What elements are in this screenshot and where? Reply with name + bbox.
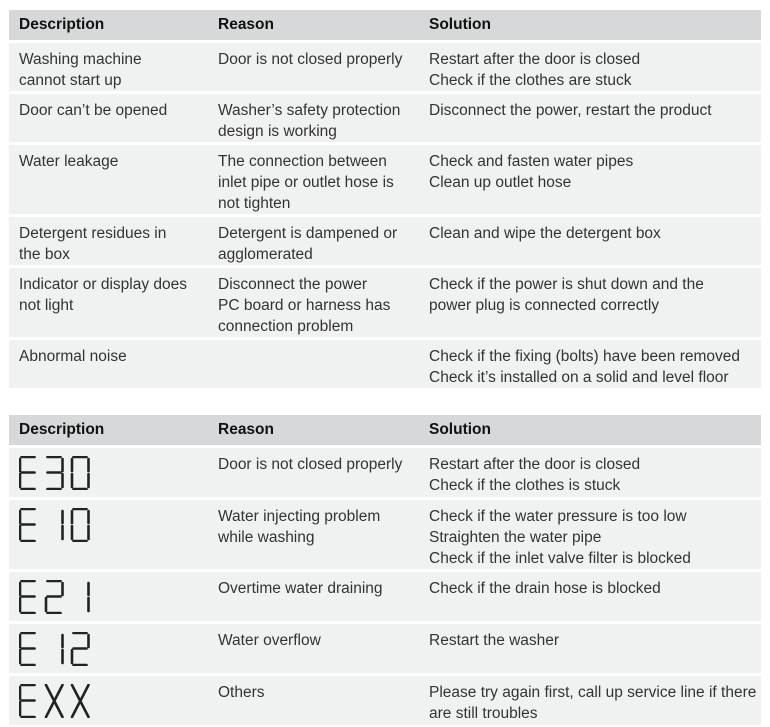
table-row [9,43,761,91]
digit-0 [72,509,89,541]
solution-cell [419,94,761,142]
solution-cell [419,145,761,214]
error-code-cell [9,448,208,497]
error-code-cell [9,500,208,569]
reason-cell [208,676,419,725]
troubleshooting-table [9,10,761,388]
error-code-cell [9,624,208,673]
table-row [9,624,761,673]
solution-cell [419,676,761,725]
cell-line: Clean and wipe the detergent box [429,225,661,242]
header-description: Description [19,421,105,438]
solution-cell [419,448,761,497]
digit-e [20,633,35,665]
cell-line: Check it’s installed on a solid and level floor [429,369,729,386]
solution-cell [419,572,761,621]
reason-cell [208,500,419,569]
cell-line: Detergent residues in [19,225,167,242]
cell-line: Water leakage [19,153,119,170]
reason-cell [208,43,419,91]
cell-line: inlet pipe or outlet hose is [218,174,394,191]
cell-line: Straighten the water pipe [429,529,602,546]
digit-e [20,509,35,541]
cell-line: Check and fasten water pipes [429,153,634,170]
cell-line: Detergent is dampened or [218,225,398,242]
solution-cell [419,43,761,91]
cell-line: Washer’s safety protection [218,102,401,119]
table-row [9,268,761,337]
table-row [9,340,761,388]
digit-0 [72,457,89,489]
cell-line: not tighten [218,195,291,212]
header-reason: Reason [218,16,274,33]
digit-3 [48,457,63,489]
cell-line: Please try again first, call up service line if there [429,684,757,701]
solution-cell [419,268,761,337]
digit-2 [72,633,89,665]
error-code-cell [9,572,208,621]
error-code-display [19,632,99,666]
table-row [9,448,761,497]
digit-x [46,685,63,717]
description-cell [9,340,208,388]
cell-line: Water overflow [218,632,321,649]
reason-cell [208,448,419,497]
header-solution: Solution [429,421,491,438]
header-reason: Reason [218,421,274,438]
digit-e [20,457,35,489]
cell-line: cannot start up [19,72,122,89]
cell-line: Door can’t be opened [19,102,168,119]
table-row [9,94,761,142]
cell-line: Door is not closed properly [218,51,403,68]
error-code-display [19,684,99,718]
cell-line: Check if the water pressure is too low [429,508,687,525]
table-row [9,676,761,725]
cell-line: agglomerated [218,246,313,263]
cell-line: Disconnect the power [218,276,368,293]
digit-e [20,685,35,717]
reason-cell [208,624,419,673]
table-row [9,145,761,214]
description-cell [9,43,208,91]
solution-cell [419,217,761,265]
digit-e [20,581,35,613]
digit-2 [46,581,63,613]
cell-line: Disconnect the power, restart the product [429,102,712,119]
solution-cell [419,624,761,673]
solution-cell [419,500,761,569]
reason-cell [208,268,419,337]
digit-x [72,685,89,717]
cell-line: Washing machine [19,51,142,68]
cell-line: while washing [218,529,315,546]
solution-cell [419,340,761,388]
reason-cell [208,94,419,142]
description-cell [9,94,208,142]
table-header [9,10,761,40]
error-code-display [19,580,99,614]
reason-cell [208,145,419,214]
header-description: Description [19,16,105,33]
cell-line: Door is not closed properly [218,456,403,473]
cell-line: Indicator or display does [19,276,188,293]
table-header [9,415,761,445]
cell-line: PC board or harness has [218,297,391,314]
cell-line: power plug is connected correctly [429,297,660,314]
error-code-table [9,415,761,725]
cell-line: connection problem [218,318,354,335]
cell-line: design is working [218,123,337,140]
cell-line: Clean up outlet hose [429,174,572,191]
table-row [9,572,761,621]
cell-line: not light [19,297,74,314]
cell-line: Others [218,684,265,701]
table-row [9,217,761,265]
cell-line: Check if the drain hose is blocked [429,580,661,597]
description-cell [9,145,208,214]
cell-line: Restart the washer [429,632,560,649]
cell-line: Water injecting problem [218,508,381,525]
cell-line: Check if the clothes is stuck [429,477,621,494]
error-code-cell [9,676,208,725]
cell-line: are still troubles [429,705,538,722]
cell-line: Check if the inlet valve filter is blocked [429,550,691,567]
description-cell [9,217,208,265]
reason-cell [208,572,419,621]
cell-line: Check if the power is shut down and the [429,276,704,293]
error-code-display [19,508,99,542]
reason-cell [208,340,419,388]
reason-cell [208,217,419,265]
cell-line: Restart after the door is closed [429,51,641,68]
cell-line: Restart after the door is closed [429,456,641,473]
cell-line: Check if the fixing (bolts) have been removed [429,348,741,365]
cell-line: Check if the clothes are stuck [429,72,632,89]
cell-line: the box [19,246,70,263]
cell-line: Abnormal noise [19,348,127,365]
description-cell [9,268,208,337]
cell-line: Overtime water draining [218,580,383,597]
header-solution: Solution [429,16,491,33]
cell-line: The connection between [218,153,387,170]
table-row [9,500,761,569]
error-code-display [19,456,99,490]
